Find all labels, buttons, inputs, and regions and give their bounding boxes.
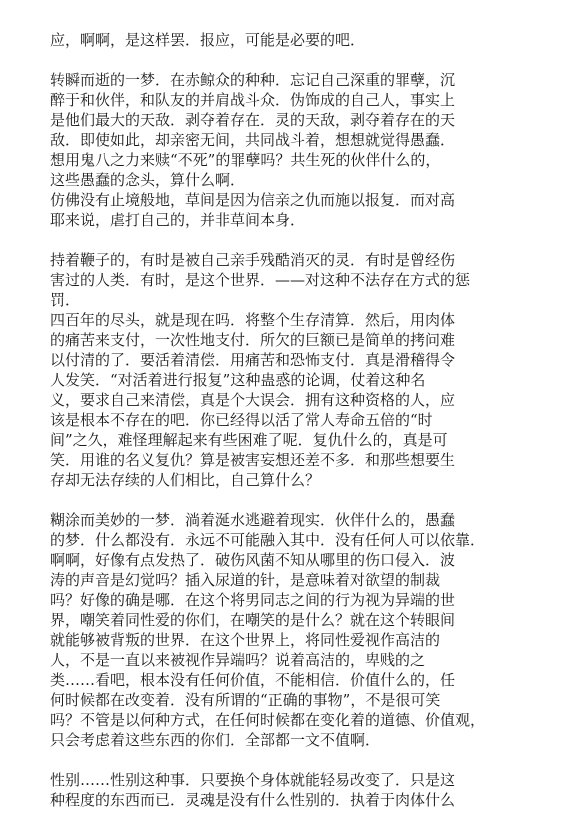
text-line: 转瞬而逝的一梦．在赤鲸众的种种．忘记自己深重的罪孽，沉 bbox=[50, 71, 456, 89]
text-line: 醉于和伙伴，和队友的并肩战斗众．伪饰成的自己人，事实上 bbox=[50, 91, 456, 109]
text-line: 是他们最大的天敌．剥夺着存在．灵的天敌，剥夺着存在的天 bbox=[50, 111, 456, 129]
text-line: 害过的人类．有时，是这个世界．——对这种不法存在方式的惩 bbox=[50, 271, 471, 289]
paragraph bbox=[50, 70, 540, 230]
text-line: 就能够被背叛的世界．在这个世界上，将同性爱视作高洁的 bbox=[50, 631, 441, 649]
paragraph bbox=[50, 510, 540, 750]
text-line: 存却无法存续的人们相比，自己算什么？ bbox=[50, 471, 321, 489]
text-line: 界，嘲笑着同性爱的你们，在嘲笑的是什么？就在这个转眼间 bbox=[50, 611, 456, 629]
text-line: 的梦．什么都没有．永远不可能融入其中．没有任何人可以依靠． bbox=[50, 531, 486, 549]
paragraph bbox=[50, 250, 540, 490]
text-line: 笑．用谁的名义复仇？算是被害妄想还差不多．和那些想要生 bbox=[50, 451, 456, 469]
text-line: 义，要求自己来清偿，真是个大误会．拥有这种资格的人，应 bbox=[50, 391, 456, 409]
text-line: 这些愚蠢的念头，算什么啊． bbox=[50, 171, 246, 189]
text-line: 的痛苦来支付，一次性地支付．所欠的巨额已是简单的拷问难 bbox=[50, 331, 456, 349]
text-line: 吗？好像的确是哪．在这个将男同志之间的行为视为异端的世 bbox=[50, 591, 456, 609]
text-line: 四百年的尽头，就是现在吗．将整个生存清算．然后，用肉体 bbox=[50, 311, 456, 329]
text-line: 耶来说，虐打自己的，并非草间本身． bbox=[50, 211, 306, 229]
text-line: 应，啊啊，是这样罢．报应，可能是必要的吧． bbox=[50, 31, 366, 49]
text-line: 以付清的了．要活着清偿．用痛苦和恐怖支付．真是滑稽得令 bbox=[50, 351, 456, 369]
text-line: 涛的声音是幻觉吗？插入尿道的针，是意味着对欲望的制裁 bbox=[50, 571, 441, 589]
text-line: 持着鞭子的，有时是被自己亲手残酷消灭的灵．有时是曾经伤 bbox=[50, 251, 456, 269]
text-line: 人发笑．“对活着进行报复”这种蛊惑的论调，仗着这种名 bbox=[50, 371, 426, 389]
text-line: 吗？不管是以何种方式，在任何时候都在变化着的道德、价值观， bbox=[50, 711, 486, 729]
document-page bbox=[50, 30, 540, 830]
text-line: 罚． bbox=[50, 291, 81, 309]
text-line: 只会考虑着这些东西的你们．全部都一文不值啊． bbox=[50, 731, 381, 749]
paragraph bbox=[50, 30, 540, 50]
text-line: 想用鬼八之力来赎“不死”的罪孽吗？共生死的伙伴什么的， bbox=[50, 151, 441, 169]
text-line: 敌．即使如此，却亲密无间，共同战斗着，想想就觉得愚蠢． bbox=[50, 131, 456, 149]
text-line: 啊啊，好像有点发热了．破伤风菌不知从哪里的伤口侵入．波 bbox=[50, 551, 456, 569]
text-line: 仿佛没有止境般地，草间是因为信亲之仇而施以报复．而对高 bbox=[50, 191, 456, 209]
text-line: 间”之久，难怪理解起来有些困难了呢．复仇什么的，真是可 bbox=[50, 431, 448, 449]
text-line: 何时候都在改变着．没有所谓的“正确的事物”，不是很可笑 bbox=[50, 691, 441, 709]
text-line: 性别……性别这种事．只要换个身体就能轻易改变了．只是这 bbox=[50, 771, 456, 789]
text-line: 该是根本不存在的吧．你已经得以活了常人寿命五倍的“时 bbox=[50, 411, 433, 429]
text-line: 类……看吧，根本没有任何价值，不能相信．价值什么的，任 bbox=[50, 671, 456, 689]
text-line: 糊涂而美妙的一梦．淌着涎水逃避着现实．伙伴什么的，愚蠢 bbox=[50, 511, 456, 529]
text-line: 种程度的东西而已．灵魂是没有什么性别的．执着于肉体什么 bbox=[50, 791, 456, 809]
paragraph bbox=[50, 770, 540, 810]
text-line: 人，不是一直以来被视作异端吗？说着高洁的，卑贱的之 bbox=[50, 651, 426, 669]
